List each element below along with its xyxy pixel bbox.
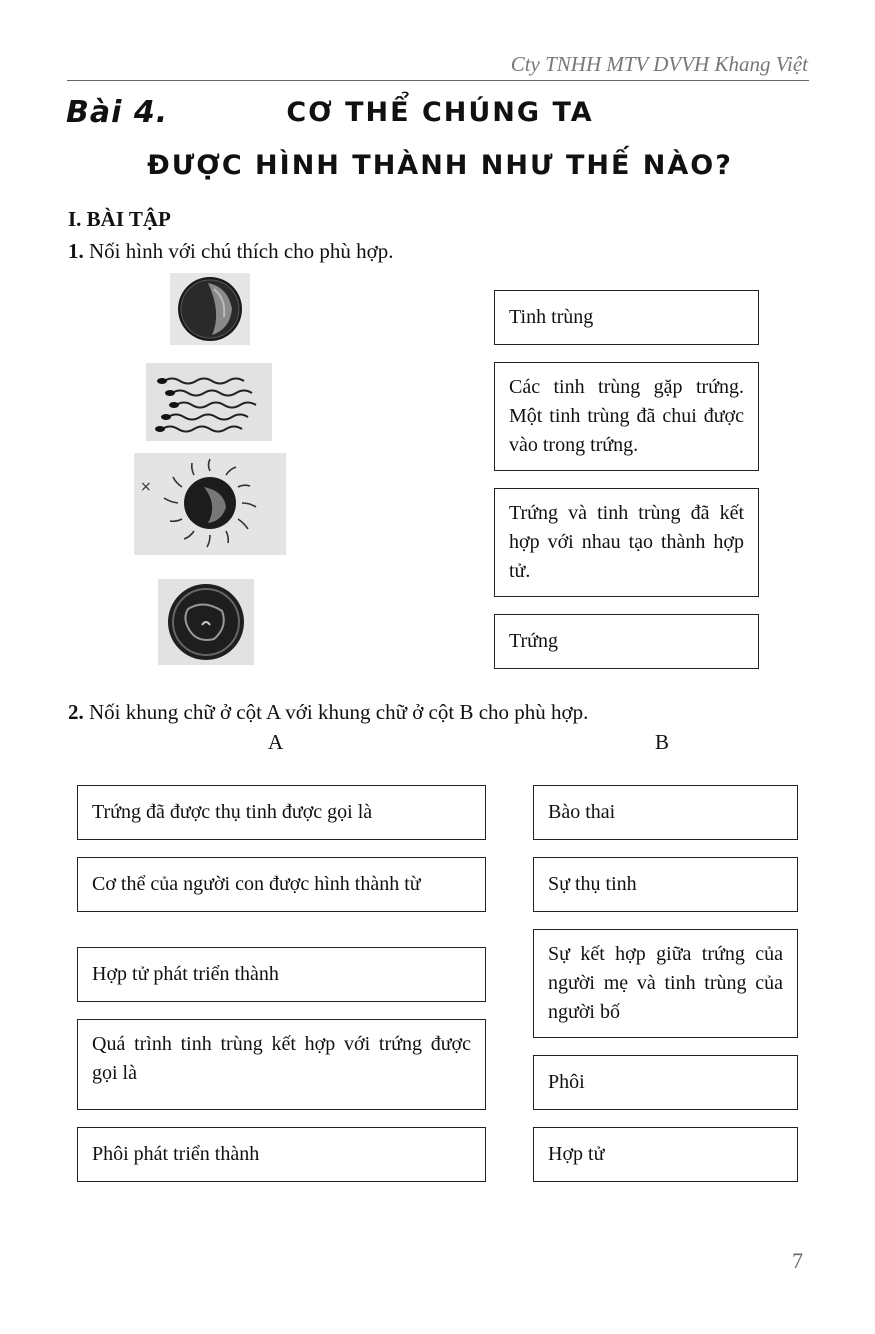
question-1-text: Nối hình với chú thích cho phù hợp. — [89, 239, 394, 263]
column-a-box-2[interactable] — [77, 857, 486, 912]
question-2 — [68, 700, 588, 725]
caption-box-1[interactable] — [494, 290, 759, 345]
question-2-number: 2. — [68, 700, 84, 724]
page-number: 7 — [792, 1248, 803, 1273]
publisher-header: Cty TNHH MTV DVVH Khang Việt — [510, 52, 808, 76]
column-b-text-1: Bào thai — [548, 801, 616, 823]
column-a-text-1: Trứng đã được thụ tinh được gọi là — [92, 801, 373, 823]
column-b-label: B — [655, 730, 670, 754]
column-a-box-3[interactable] — [77, 947, 486, 1002]
caption-box-4[interactable] — [494, 614, 759, 669]
question-2-text: Nối khung chữ ở cột A với khung chữ ở cột B cho phù hợp. — [89, 700, 589, 724]
sperm-around-egg-image — [134, 453, 286, 555]
header-rule — [67, 80, 809, 81]
zygote-image — [158, 579, 254, 665]
column-b-text-4: Phôi — [548, 1071, 585, 1093]
column-a-box-4[interactable] — [77, 1019, 486, 1110]
column-a-text-4: Quá trình tinh trùng kết hợp với trứng được gọi là — [92, 1033, 471, 1084]
caption-text-4: Trứng — [509, 630, 559, 652]
column-b-box-4[interactable] — [533, 1055, 798, 1110]
caption-text-1: Tinh trùng — [509, 306, 594, 328]
column-a-box-5[interactable] — [77, 1127, 486, 1182]
lesson-title-line-2: ĐƯỢC HÌNH THÀNH NHƯ THẾ NÀO? — [147, 150, 733, 181]
lesson-label: Bài 4. — [66, 95, 169, 130]
column-a-label: A — [268, 730, 284, 754]
column-b-box-5[interactable] — [533, 1127, 798, 1182]
column-b-box-1[interactable] — [533, 785, 798, 840]
caption-box-3[interactable] — [494, 488, 759, 597]
column-a-text-5: Phôi phát triển thành — [92, 1143, 260, 1165]
caption-box-2[interactable] — [494, 362, 759, 471]
column-b-box-2[interactable] — [533, 857, 798, 912]
lesson-title-line-1: CƠ THỂ CHÚNG TA — [286, 97, 594, 128]
caption-text-3: Trứng và tinh trùng đã kết hợp với nhau tạo thành hợp tử. — [509, 502, 744, 582]
column-a-text-2: Cơ thể của người con được hình thành từ — [92, 873, 421, 895]
section-title: I. BÀI TẬP — [68, 207, 171, 231]
column-b-text-3: Sự kết hợp giữa trứng của người mẹ và tinh trùng của người bố — [548, 943, 783, 1023]
column-b-text-2: Sự thụ tinh — [548, 873, 637, 895]
question-1-number: 1. — [68, 239, 84, 263]
sperm-cells-image — [146, 363, 272, 441]
caption-text-2: Các tinh trùng gặp trứng. Một tinh trùng đã chui được vào trong trứng. — [509, 376, 744, 456]
column-b-text-5: Hợp tử — [548, 1143, 605, 1165]
column-b-box-3[interactable] — [533, 929, 798, 1038]
question-1 — [68, 239, 394, 264]
column-a-text-3: Hợp tử phát triển thành — [92, 963, 279, 985]
egg-cell-image — [170, 273, 250, 345]
column-a-box-1[interactable] — [77, 785, 486, 840]
svg-text:×: × — [140, 479, 152, 495]
